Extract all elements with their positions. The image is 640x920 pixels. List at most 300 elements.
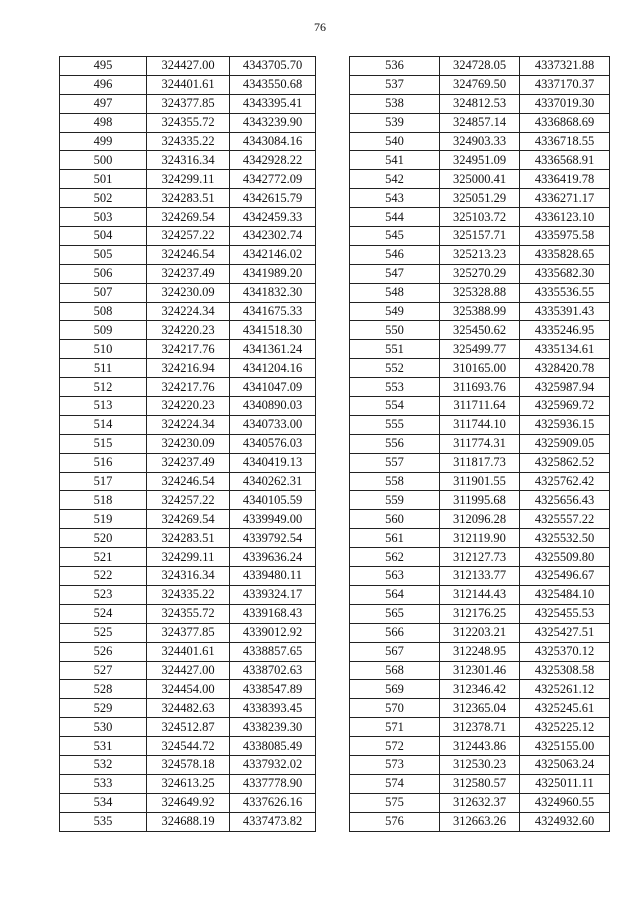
point-number-cell: 498 [60,113,147,132]
x-coordinate-cell: 325000.41 [440,170,520,189]
point-number-cell: 500 [60,151,147,170]
table-row [60,245,316,264]
table-row [60,113,316,132]
y-coordinate-cell: 4339012.92 [230,623,316,642]
x-coordinate-cell: 312248.95 [440,642,520,661]
table-row [350,510,610,529]
y-coordinate-cell: 4336868.69 [520,113,610,132]
point-number-cell: 530 [60,718,147,737]
y-coordinate-cell: 4336123.10 [520,208,610,227]
point-number-cell: 542 [350,170,440,189]
y-coordinate-cell: 4325656.43 [520,491,610,510]
point-number-cell: 535 [60,812,147,831]
point-number-cell: 576 [350,812,440,831]
point-number-cell: 546 [350,245,440,264]
point-number-cell: 561 [350,529,440,548]
y-coordinate-cell: 4340733.00 [230,415,316,434]
x-coordinate-cell: 324512.87 [147,718,230,737]
y-coordinate-cell: 4342459.33 [230,208,316,227]
y-coordinate-cell: 4340105.59 [230,491,316,510]
x-coordinate-cell: 324482.63 [147,699,230,718]
table-row [350,151,610,170]
y-coordinate-cell: 4338239.30 [230,718,316,737]
x-coordinate-cell: 325328.88 [440,283,520,302]
x-coordinate-cell: 324335.22 [147,585,230,604]
x-coordinate-cell: 312530.23 [440,755,520,774]
point-number-cell: 558 [350,472,440,491]
point-number-cell: 527 [60,661,147,680]
y-coordinate-cell: 4336718.55 [520,132,610,151]
point-number-cell: 544 [350,208,440,227]
point-number-cell: 560 [350,510,440,529]
point-number-cell: 559 [350,491,440,510]
x-coordinate-cell: 324377.85 [147,623,230,642]
y-coordinate-cell: 4325225.12 [520,718,610,737]
y-coordinate-cell: 4325427.51 [520,623,610,642]
point-number-cell: 570 [350,699,440,718]
table-row [350,585,610,604]
x-coordinate-cell: 324951.09 [440,151,520,170]
x-coordinate-cell: 324578.18 [147,755,230,774]
table-row [350,548,610,567]
x-coordinate-cell: 325388.99 [440,302,520,321]
table-row [350,378,610,397]
table-row [60,359,316,378]
y-coordinate-cell: 4325370.12 [520,642,610,661]
y-coordinate-cell: 4335246.95 [520,321,610,340]
x-coordinate-cell: 312378.71 [440,718,520,737]
x-coordinate-cell: 312632.37 [440,793,520,812]
point-number-cell: 539 [350,113,440,132]
y-coordinate-cell: 4325011.11 [520,774,610,793]
point-number-cell: 502 [60,189,147,208]
x-coordinate-cell: 311774.31 [440,434,520,453]
x-coordinate-cell: 312580.57 [440,774,520,793]
y-coordinate-cell: 4339168.43 [230,604,316,623]
coordinate-table-right-body [350,57,610,832]
y-coordinate-cell: 4339636.24 [230,548,316,567]
point-number-cell: 545 [350,227,440,246]
y-coordinate-cell: 4338547.89 [230,680,316,699]
x-coordinate-cell: 311901.55 [440,472,520,491]
table-row [60,208,316,227]
point-number-cell: 551 [350,340,440,359]
x-coordinate-cell: 324283.51 [147,529,230,548]
point-number-cell: 566 [350,623,440,642]
table-row [350,321,610,340]
point-number-cell: 513 [60,397,147,416]
y-coordinate-cell: 4343084.16 [230,132,316,151]
table-row [350,57,610,76]
point-number-cell: 553 [350,378,440,397]
y-coordinate-cell: 4325484.10 [520,585,610,604]
x-coordinate-cell: 324237.49 [147,264,230,283]
y-coordinate-cell: 4341047.09 [230,378,316,397]
table-row [350,75,610,94]
coordinate-table-left-body [60,57,316,832]
x-coordinate-cell: 311711.64 [440,397,520,416]
x-coordinate-cell: 324857.14 [440,113,520,132]
y-coordinate-cell: 4328420.78 [520,359,610,378]
y-coordinate-cell: 4325762.42 [520,472,610,491]
table-row [350,302,610,321]
table-row [350,623,610,642]
table-row [60,491,316,510]
y-coordinate-cell: 4340419.13 [230,453,316,472]
table-row [350,604,610,623]
x-coordinate-cell: 324220.23 [147,397,230,416]
y-coordinate-cell: 4339480.11 [230,567,316,586]
point-number-cell: 555 [350,415,440,434]
y-coordinate-cell: 4338085.49 [230,737,316,756]
x-coordinate-cell: 324355.72 [147,113,230,132]
table-row [350,472,610,491]
x-coordinate-cell: 324688.19 [147,812,230,831]
table-row [350,567,610,586]
x-coordinate-cell: 324427.00 [147,661,230,680]
x-coordinate-cell: 324246.54 [147,472,230,491]
x-coordinate-cell: 324355.72 [147,604,230,623]
table-row [350,755,610,774]
y-coordinate-cell: 4325909.05 [520,434,610,453]
y-coordinate-cell: 4337932.02 [230,755,316,774]
y-coordinate-cell: 4335391.43 [520,302,610,321]
y-coordinate-cell: 4339949.00 [230,510,316,529]
point-number-cell: 512 [60,378,147,397]
point-number-cell: 501 [60,170,147,189]
point-number-cell: 549 [350,302,440,321]
x-coordinate-cell: 324237.49 [147,453,230,472]
y-coordinate-cell: 4336419.78 [520,170,610,189]
point-number-cell: 515 [60,434,147,453]
table-row [350,113,610,132]
x-coordinate-cell: 312119.90 [440,529,520,548]
table-row [350,453,610,472]
x-coordinate-cell: 312133.77 [440,567,520,586]
x-coordinate-cell: 325213.23 [440,245,520,264]
point-number-cell: 524 [60,604,147,623]
y-coordinate-cell: 4342615.79 [230,189,316,208]
point-number-cell: 529 [60,699,147,718]
y-coordinate-cell: 4335975.58 [520,227,610,246]
table-row [350,264,610,283]
y-coordinate-cell: 4343395.41 [230,94,316,113]
table-row [60,75,316,94]
x-coordinate-cell: 324230.09 [147,434,230,453]
y-coordinate-cell: 4337019.30 [520,94,610,113]
y-coordinate-cell: 4338393.45 [230,699,316,718]
point-number-cell: 574 [350,774,440,793]
point-number-cell: 532 [60,755,147,774]
table-row [60,755,316,774]
point-number-cell: 571 [350,718,440,737]
x-coordinate-cell: 324299.11 [147,548,230,567]
table-row [350,774,610,793]
table-row [350,529,610,548]
point-number-cell: 564 [350,585,440,604]
point-number-cell: 568 [350,661,440,680]
point-number-cell: 509 [60,321,147,340]
x-coordinate-cell: 310165.00 [440,359,520,378]
y-coordinate-cell: 4324960.55 [520,793,610,812]
table-row [60,812,316,831]
table-row [60,340,316,359]
point-number-cell: 496 [60,75,147,94]
y-coordinate-cell: 4325496.67 [520,567,610,586]
y-coordinate-cell: 4339324.17 [230,585,316,604]
table-row [350,491,610,510]
x-coordinate-cell: 325157.71 [440,227,520,246]
x-coordinate-cell: 324401.61 [147,75,230,94]
table-row [60,718,316,737]
table-row [60,434,316,453]
y-coordinate-cell: 4342302.74 [230,227,316,246]
table-row [60,170,316,189]
table-row [350,415,610,434]
x-coordinate-cell: 311817.73 [440,453,520,472]
coordinate-table-right [349,56,610,832]
y-coordinate-cell: 4339792.54 [230,529,316,548]
x-coordinate-cell: 324316.34 [147,567,230,586]
x-coordinate-cell: 311744.10 [440,415,520,434]
table-row [60,548,316,567]
y-coordinate-cell: 4324932.60 [520,812,610,831]
table-row [60,623,316,642]
y-coordinate-cell: 4337321.88 [520,57,610,76]
table-row [60,737,316,756]
table-row [60,57,316,76]
table-row [60,699,316,718]
x-coordinate-cell: 325499.77 [440,340,520,359]
table-row [60,264,316,283]
y-coordinate-cell: 4337778.90 [230,774,316,793]
point-number-cell: 511 [60,359,147,378]
point-number-cell: 567 [350,642,440,661]
y-coordinate-cell: 4335682.30 [520,264,610,283]
x-coordinate-cell: 325103.72 [440,208,520,227]
point-number-cell: 516 [60,453,147,472]
x-coordinate-cell: 324216.94 [147,359,230,378]
table-row [350,359,610,378]
x-coordinate-cell: 312301.46 [440,661,520,680]
x-coordinate-cell: 324613.25 [147,774,230,793]
y-coordinate-cell: 4341989.20 [230,264,316,283]
table-row [60,529,316,548]
point-number-cell: 503 [60,208,147,227]
table-row [60,302,316,321]
x-coordinate-cell: 312346.42 [440,680,520,699]
x-coordinate-cell: 325051.29 [440,189,520,208]
y-coordinate-cell: 4325969.72 [520,397,610,416]
page-number: 76 [314,20,326,34]
point-number-cell: 523 [60,585,147,604]
point-number-cell: 531 [60,737,147,756]
x-coordinate-cell: 312203.21 [440,623,520,642]
y-coordinate-cell: 4336568.91 [520,151,610,170]
x-coordinate-cell: 324283.51 [147,189,230,208]
point-number-cell: 548 [350,283,440,302]
table-row [350,434,610,453]
table-row [350,680,610,699]
y-coordinate-cell: 4337170.37 [520,75,610,94]
y-coordinate-cell: 4342928.22 [230,151,316,170]
x-coordinate-cell: 324649.92 [147,793,230,812]
point-number-cell: 565 [350,604,440,623]
point-number-cell: 507 [60,283,147,302]
table-row [350,718,610,737]
point-number-cell: 517 [60,472,147,491]
y-coordinate-cell: 4341518.30 [230,321,316,340]
table-row [350,227,610,246]
point-number-cell: 572 [350,737,440,756]
x-coordinate-cell: 324224.34 [147,302,230,321]
x-coordinate-cell: 324812.53 [440,94,520,113]
table-row [60,774,316,793]
table-row [60,227,316,246]
y-coordinate-cell: 4338702.63 [230,661,316,680]
point-number-cell: 538 [350,94,440,113]
point-number-cell: 562 [350,548,440,567]
y-coordinate-cell: 4343239.90 [230,113,316,132]
point-number-cell: 528 [60,680,147,699]
point-number-cell: 573 [350,755,440,774]
table-row [350,189,610,208]
point-number-cell: 547 [350,264,440,283]
x-coordinate-cell: 312176.25 [440,604,520,623]
table-row [60,642,316,661]
table-row [350,661,610,680]
x-coordinate-cell: 324769.50 [440,75,520,94]
x-coordinate-cell: 324544.72 [147,737,230,756]
table-row [350,170,610,189]
table-row [350,340,610,359]
table-row [60,378,316,397]
x-coordinate-cell: 324217.76 [147,340,230,359]
x-coordinate-cell: 324257.22 [147,491,230,510]
table-row [60,510,316,529]
x-coordinate-cell: 325270.29 [440,264,520,283]
point-number-cell: 543 [350,189,440,208]
x-coordinate-cell: 311995.68 [440,491,520,510]
x-coordinate-cell: 324230.09 [147,283,230,302]
table-row [60,397,316,416]
y-coordinate-cell: 4325557.22 [520,510,610,529]
y-coordinate-cell: 4325308.58 [520,661,610,680]
point-number-cell: 550 [350,321,440,340]
point-number-cell: 525 [60,623,147,642]
point-number-cell: 521 [60,548,147,567]
y-coordinate-cell: 4341204.16 [230,359,316,378]
point-number-cell: 554 [350,397,440,416]
y-coordinate-cell: 4341832.30 [230,283,316,302]
table-row [60,680,316,699]
point-number-cell: 534 [60,793,147,812]
x-coordinate-cell: 312365.04 [440,699,520,718]
x-coordinate-cell: 324220.23 [147,321,230,340]
y-coordinate-cell: 4325532.50 [520,529,610,548]
x-coordinate-cell: 324728.05 [440,57,520,76]
y-coordinate-cell: 4342146.02 [230,245,316,264]
y-coordinate-cell: 4337473.82 [230,812,316,831]
point-number-cell: 497 [60,94,147,113]
table-row [350,245,610,264]
y-coordinate-cell: 4325862.52 [520,453,610,472]
x-coordinate-cell: 324224.34 [147,415,230,434]
x-coordinate-cell: 324316.34 [147,151,230,170]
table-row [60,453,316,472]
coordinate-table-left [59,56,316,832]
x-coordinate-cell: 312096.28 [440,510,520,529]
point-number-cell: 526 [60,642,147,661]
x-coordinate-cell: 324903.33 [440,132,520,151]
point-number-cell: 519 [60,510,147,529]
y-coordinate-cell: 4336271.17 [520,189,610,208]
x-coordinate-cell: 324377.85 [147,94,230,113]
y-coordinate-cell: 4325936.15 [520,415,610,434]
x-coordinate-cell: 324217.76 [147,378,230,397]
point-number-cell: 506 [60,264,147,283]
y-coordinate-cell: 4325155.00 [520,737,610,756]
table-row [350,397,610,416]
point-number-cell: 556 [350,434,440,453]
table-row [60,132,316,151]
y-coordinate-cell: 4337626.16 [230,793,316,812]
y-coordinate-cell: 4340890.03 [230,397,316,416]
y-coordinate-cell: 4341361.24 [230,340,316,359]
x-coordinate-cell: 324427.00 [147,57,230,76]
table-row [60,793,316,812]
table-row [60,472,316,491]
point-number-cell: 504 [60,227,147,246]
y-coordinate-cell: 4325245.61 [520,699,610,718]
table-row [60,189,316,208]
x-coordinate-cell: 324257.22 [147,227,230,246]
table-row [350,208,610,227]
x-coordinate-cell: 324269.54 [147,510,230,529]
point-number-cell: 563 [350,567,440,586]
table-row [60,585,316,604]
table-row [60,283,316,302]
point-number-cell: 533 [60,774,147,793]
table-row [350,699,610,718]
y-coordinate-cell: 4342772.09 [230,170,316,189]
table-row [60,321,316,340]
x-coordinate-cell: 312663.26 [440,812,520,831]
point-number-cell: 541 [350,151,440,170]
point-number-cell: 510 [60,340,147,359]
x-coordinate-cell: 324269.54 [147,208,230,227]
table-row [350,793,610,812]
y-coordinate-cell: 4341675.33 [230,302,316,321]
y-coordinate-cell: 4335536.55 [520,283,610,302]
y-coordinate-cell: 4343705.70 [230,57,316,76]
y-coordinate-cell: 4325509.80 [520,548,610,567]
table-row [60,604,316,623]
table-row [60,151,316,170]
point-number-cell: 540 [350,132,440,151]
point-number-cell: 495 [60,57,147,76]
point-number-cell: 499 [60,132,147,151]
y-coordinate-cell: 4325987.94 [520,378,610,397]
table-row [60,661,316,680]
table-row [60,567,316,586]
table-row [60,94,316,113]
point-number-cell: 520 [60,529,147,548]
table-row [350,94,610,113]
table-row [60,415,316,434]
point-number-cell: 537 [350,75,440,94]
point-number-cell: 522 [60,567,147,586]
